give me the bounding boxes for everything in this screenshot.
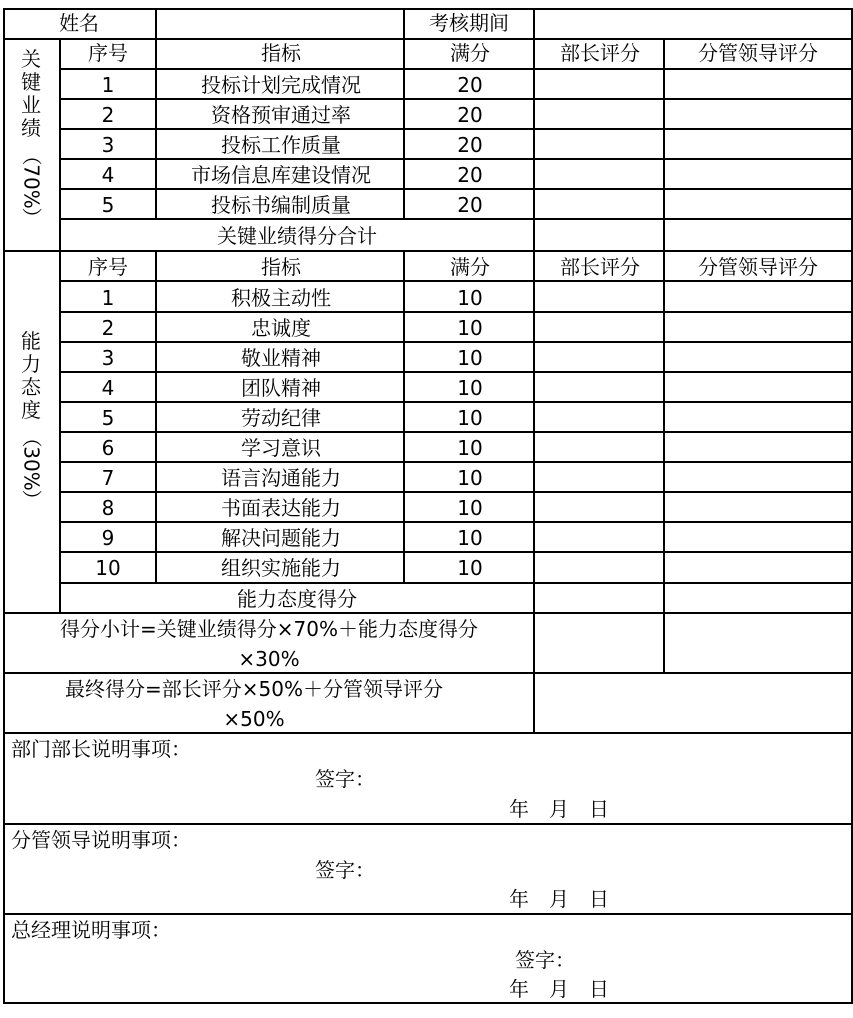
kpi-row-minister-input[interactable] (535, 130, 665, 160)
kpi-row-full: 20 (457, 163, 483, 187)
ability-title-char: 态 (21, 375, 41, 399)
ability-row-minister-input[interactable] (535, 523, 665, 553)
minister-date-label: 年 月 日 (509, 797, 609, 821)
grid-line-horizontal (3, 913, 851, 915)
ability-total-minister-input[interactable] (535, 584, 665, 614)
ability-row-full: 10 (457, 376, 483, 400)
grid-line-horizontal (59, 461, 851, 463)
ability-row-leader-input[interactable] (665, 343, 851, 373)
grid-line-horizontal (3, 612, 851, 614)
kpi-title-weight: 70% (19, 164, 44, 209)
ability-row-full: 10 (457, 436, 483, 460)
kpi-row-leader-input[interactable] (665, 130, 851, 160)
kpi-section-title (3, 48, 59, 236)
ability-row-indicator: 团队精神 (241, 376, 321, 400)
ability-row-indicator: 学习意识 (241, 436, 321, 460)
minister-sign-label: 签字： (315, 767, 375, 791)
grid-line-horizontal (3, 672, 851, 674)
subtotal-leader-input[interactable] (665, 614, 851, 674)
kpi-row-leader-input[interactable] (665, 190, 851, 220)
ability-row-indicator: 积极主动性 (231, 286, 331, 310)
kpi-row-full: 20 (457, 73, 483, 97)
kpi-row-indicator: 投标书编制质量 (211, 193, 351, 217)
ability-row-indicator: 组织实施能力 (221, 556, 341, 580)
grid-line-vertical (403, 250, 405, 584)
kpi-row-no: 5 (101, 193, 115, 217)
kpi-header-leader: 分管领导评分 (698, 41, 818, 65)
ability-row-indicator: 书面表达能力 (221, 496, 341, 520)
ability-row-full: 10 (457, 556, 483, 580)
kpi-row-leader-input[interactable] (665, 70, 851, 100)
ability-row-minister-input[interactable] (535, 433, 665, 463)
final-formula (3, 674, 535, 734)
grid-line-vertical (155, 38, 157, 220)
kpi-row-minister-input[interactable] (535, 160, 665, 190)
leader-sign-label: 签字： (315, 858, 375, 882)
gm-notes-label: 总经理说明事项： (11, 918, 171, 942)
ability-row-no: 7 (101, 466, 115, 490)
kpi-row-indicator: 市场信息库建设情况 (191, 163, 371, 187)
gm-date-label: 年 月 日 (509, 977, 609, 1001)
ability-title-paren-open: （ (19, 427, 44, 448)
ability-row-full: 10 (457, 286, 483, 310)
grid-line-horizontal (59, 551, 851, 553)
subtotal-formula-line2: ×30% (238, 647, 300, 671)
kpi-title-char: 键 (21, 70, 41, 94)
grid-line-horizontal (3, 250, 851, 252)
kpi-row-no: 1 (101, 73, 115, 97)
ability-row-minister-input[interactable] (535, 463, 665, 493)
grid-line-vertical (533, 8, 535, 40)
kpi-row-full: 20 (457, 103, 483, 127)
grid-line-horizontal (3, 8, 851, 10)
ability-row-full: 10 (457, 466, 483, 490)
evaluation-form (3, 8, 851, 1002)
kpi-row-indicator: 资格预审通过率 (211, 103, 351, 127)
grid-line-horizontal (59, 128, 851, 130)
ability-row-no: 8 (101, 496, 115, 520)
grid-line-horizontal (59, 98, 851, 100)
final-score-input[interactable] (535, 674, 851, 734)
subtotal-formula-line1: 得分小计=关键业绩得分×70%＋能力态度得分 (60, 617, 478, 641)
ability-header-indicator: 指标 (261, 255, 301, 279)
ability-title-char: 能 (21, 329, 41, 353)
grid-line-horizontal (3, 823, 851, 825)
grid-line-vertical (3, 8, 5, 1004)
grid-line-vertical (155, 8, 157, 40)
ability-title-paren-close: ） (19, 489, 44, 510)
grid-line-horizontal (59, 491, 851, 493)
ability-row-minister-input[interactable] (535, 343, 665, 373)
ability-header-leader: 分管领导评分 (698, 255, 818, 279)
kpi-header-seq: 序号 (88, 41, 128, 65)
period-label: 考核期间 (429, 11, 509, 35)
ability-row-minister-input[interactable] (535, 373, 665, 403)
kpi-row-full: 20 (457, 133, 483, 157)
ability-row-leader-input[interactable] (665, 403, 851, 433)
ability-row-no: 3 (101, 346, 115, 370)
ability-row-full: 10 (457, 406, 483, 430)
ability-title-weight: 30% (19, 446, 44, 491)
ability-row-no: 2 (101, 316, 115, 340)
ability-row-minister-input[interactable] (535, 283, 665, 313)
grid-line-vertical (533, 38, 535, 734)
ability-total-label: 能力态度得分 (237, 587, 357, 611)
ability-row-full: 10 (457, 496, 483, 520)
kpi-row-indicator: 投标工作质量 (221, 133, 341, 157)
ability-row-minister-input[interactable] (535, 553, 665, 583)
ability-row-no: 1 (101, 286, 115, 310)
ability-row-full: 10 (457, 526, 483, 550)
grid-line-vertical (59, 38, 61, 614)
grid-line-vertical (155, 250, 157, 584)
ability-row-minister-input[interactable] (535, 493, 665, 523)
ability-row-indicator: 解决问题能力 (221, 526, 341, 550)
ability-row-indicator: 忠诚度 (251, 316, 311, 340)
ability-section-title (3, 330, 59, 540)
subtotal-formula (3, 614, 535, 674)
minister-notes-label: 部门部长说明事项： (11, 737, 191, 761)
kpi-header-minister: 部长评分 (560, 41, 640, 65)
ability-row-no: 5 (101, 406, 115, 430)
ability-row-indicator: 语言沟通能力 (221, 466, 341, 490)
grid-line-horizontal (59, 371, 851, 373)
ability-row-leader-input[interactable] (665, 523, 851, 553)
grid-line-horizontal (59, 431, 851, 433)
ability-row-leader-input[interactable] (665, 283, 851, 313)
grid-line-horizontal (3, 38, 851, 40)
grid-line-horizontal (59, 401, 851, 403)
ability-header-full: 满分 (450, 255, 490, 279)
grid-line-horizontal (3, 1002, 853, 1004)
grid-line-horizontal (59, 582, 851, 584)
gm-sign-label: 签字： (515, 948, 575, 972)
kpi-total-minister-input[interactable] (535, 220, 665, 252)
grid-line-horizontal (59, 521, 851, 523)
ability-row-leader-input[interactable] (665, 373, 851, 403)
kpi-title-paren-close: ） (19, 207, 44, 228)
kpi-total-label: 关键业绩得分合计 (217, 224, 377, 248)
name-field[interactable] (157, 8, 403, 38)
ability-row-leader-input[interactable] (665, 493, 851, 523)
grid-line-horizontal (59, 68, 851, 70)
ability-total-leader-input[interactable] (665, 584, 851, 614)
kpi-title-paren-open: （ (19, 145, 44, 166)
grid-line-vertical (663, 38, 665, 674)
final-formula-line1: 最终得分=部长评分×50%＋分管领导评分 (65, 677, 443, 701)
kpi-row-leader-input[interactable] (665, 100, 851, 130)
leader-date-label: 年 月 日 (509, 887, 609, 911)
ability-row-indicator: 劳动纪律 (241, 406, 321, 430)
grid-line-horizontal (59, 218, 851, 220)
grid-line-horizontal (59, 188, 851, 190)
kpi-total-leader-input[interactable] (665, 220, 851, 252)
ability-row-leader-input[interactable] (665, 463, 851, 493)
kpi-title-char: 关 (21, 47, 41, 71)
kpi-row-minister-input[interactable] (535, 70, 665, 100)
ability-header-seq: 序号 (88, 255, 128, 279)
ability-row-leader-input[interactable] (665, 433, 851, 463)
ability-title-char: 力 (21, 352, 41, 376)
kpi-header-full: 满分 (450, 41, 490, 65)
ability-row-minister-input[interactable] (535, 403, 665, 433)
grid-line-horizontal (59, 280, 851, 282)
kpi-row-no: 4 (101, 163, 115, 187)
grid-line-horizontal (59, 158, 851, 160)
ability-row-no: 4 (101, 376, 115, 400)
grid-line-vertical (403, 8, 405, 40)
final-formula-line2: ×50% (223, 707, 285, 731)
kpi-row-full: 20 (457, 193, 483, 217)
kpi-row-minister-input[interactable] (535, 100, 665, 130)
kpi-row-minister-input[interactable] (535, 190, 665, 220)
grid-line-horizontal (3, 732, 851, 734)
grid-line-vertical (403, 38, 405, 220)
ability-row-indicator: 敬业精神 (241, 346, 321, 370)
ability-title-char: 度 (21, 398, 41, 422)
kpi-row-no: 2 (101, 103, 115, 127)
ability-row-leader-input[interactable] (665, 313, 851, 343)
kpi-row-leader-input[interactable] (665, 160, 851, 190)
period-field[interactable] (535, 8, 851, 38)
grid-line-horizontal (59, 311, 851, 313)
subtotal-minister-input[interactable] (535, 614, 665, 674)
ability-row-leader-input[interactable] (665, 553, 851, 583)
ability-row-no: 6 (101, 436, 115, 460)
ability-row-full: 10 (457, 316, 483, 340)
kpi-row-no: 3 (101, 133, 115, 157)
ability-row-no: 9 (101, 526, 115, 550)
kpi-header-indicator: 指标 (261, 41, 301, 65)
name-label: 姓名 (59, 11, 99, 35)
ability-row-minister-input[interactable] (535, 313, 665, 343)
ability-row-no: 10 (95, 556, 121, 580)
leader-notes-label: 分管领导说明事项： (11, 828, 191, 852)
ability-header-minister: 部长评分 (560, 255, 640, 279)
kpi-row-indicator: 投标计划完成情况 (201, 73, 361, 97)
ability-row-full: 10 (457, 346, 483, 370)
kpi-title-char: 绩 (21, 116, 41, 140)
kpi-title-char: 业 (21, 93, 41, 117)
grid-line-horizontal (59, 341, 851, 343)
